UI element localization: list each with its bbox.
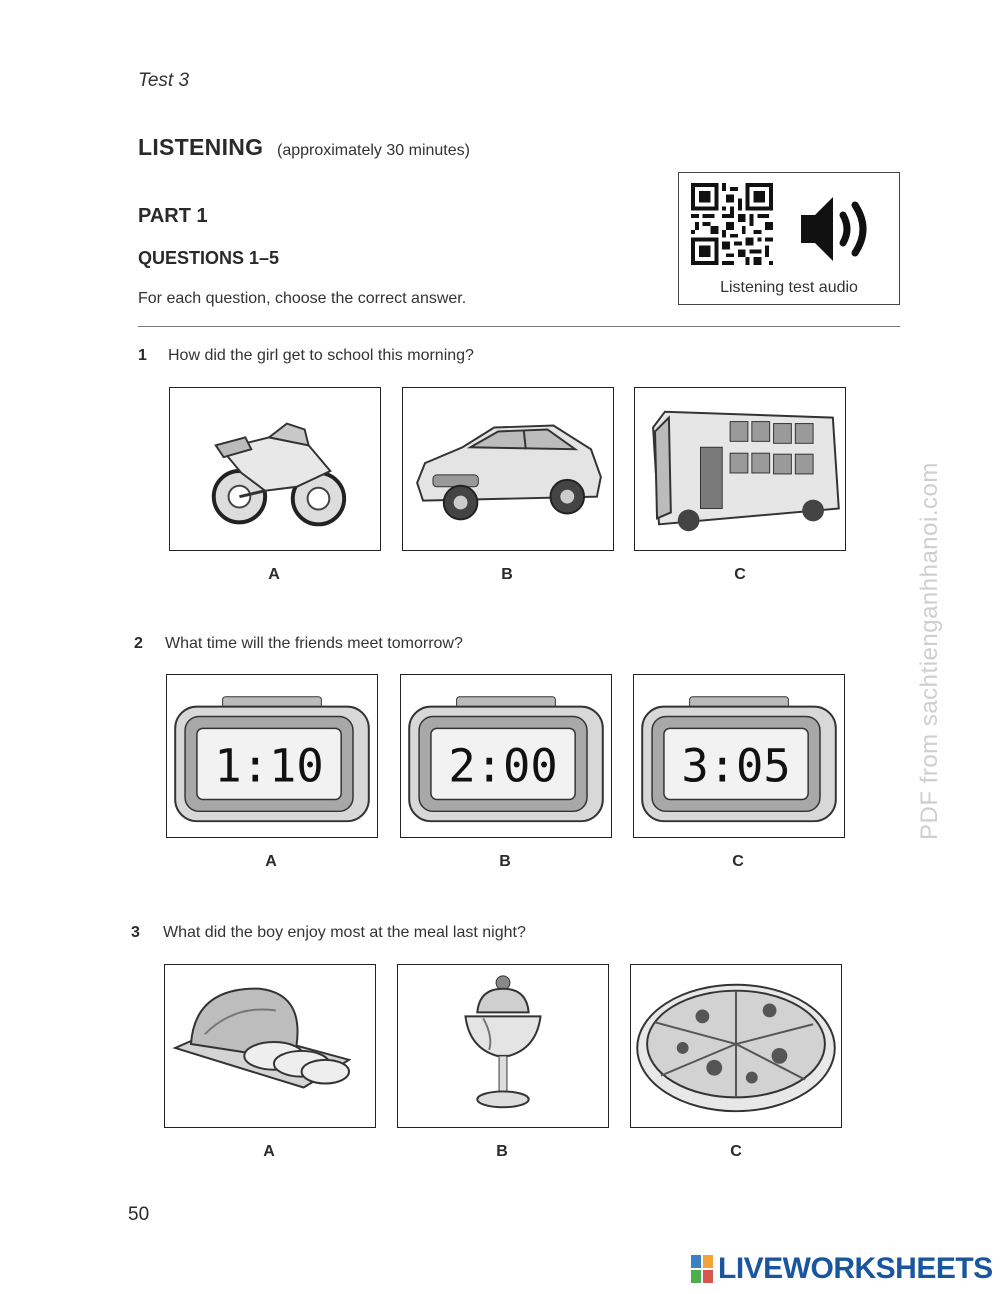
option-label: A [268, 566, 280, 583]
option-picture-bus[interactable] [634, 387, 846, 551]
option-label: B [496, 1143, 508, 1160]
brand-name: LIVEWORKSHEETS [718, 1252, 993, 1285]
option-label: A [263, 1143, 275, 1160]
question-number: 3 [131, 924, 140, 941]
audio-box[interactable] [678, 172, 900, 305]
clock-display-text: 1:10 [214, 739, 324, 793]
option-picture-clock[interactable] [633, 674, 845, 838]
section-title: LISTENING [138, 134, 264, 160]
option-picture-pizza[interactable] [630, 964, 842, 1128]
option-picture-motorbike[interactable] [169, 387, 381, 551]
option-picture-car[interactable] [402, 387, 614, 551]
question-text: What did the boy enjoy most at the meal last night? [163, 924, 526, 941]
divider [138, 326, 900, 327]
qr-code-icon[interactable] [691, 183, 773, 265]
section-duration-note: (approximately 30 minutes) [277, 142, 470, 159]
option-picture-clock[interactable] [400, 674, 612, 838]
clock-display-text: 2:00 [448, 739, 558, 793]
option-label: C [730, 1143, 742, 1160]
part-title: PART 1 [138, 205, 208, 227]
option-label: C [732, 853, 744, 870]
option-label: B [499, 853, 511, 870]
liveworksheets-logo-icon [691, 1255, 713, 1283]
option-label: C [734, 566, 746, 583]
option-picture-clock[interactable] [166, 674, 378, 838]
question-number: 1 [138, 347, 147, 364]
questions-title: QUESTIONS 1–5 [138, 248, 280, 268]
test-label: Test 3 [138, 70, 190, 91]
question-number: 2 [134, 635, 143, 652]
watermark: PDF from sachtienganhhanoi.com [916, 462, 943, 840]
brand-logo[interactable] [691, 1253, 993, 1285]
question-text: How did the girl get to school this morning? [168, 347, 474, 364]
option-label: A [265, 853, 277, 870]
option-label: B [501, 566, 513, 583]
question-text: What time will the friends meet tomorrow? [165, 635, 463, 652]
speaker-icon[interactable] [797, 191, 877, 267]
clock-display-text: 3:05 [681, 739, 791, 793]
instructions: For each question, choose the correct answer. [138, 290, 467, 307]
page-number: 50 [128, 1204, 150, 1225]
audio-caption: Listening test audio [720, 279, 858, 296]
option-picture-bread[interactable] [164, 964, 376, 1128]
option-picture-ice-cream[interactable] [397, 964, 609, 1128]
